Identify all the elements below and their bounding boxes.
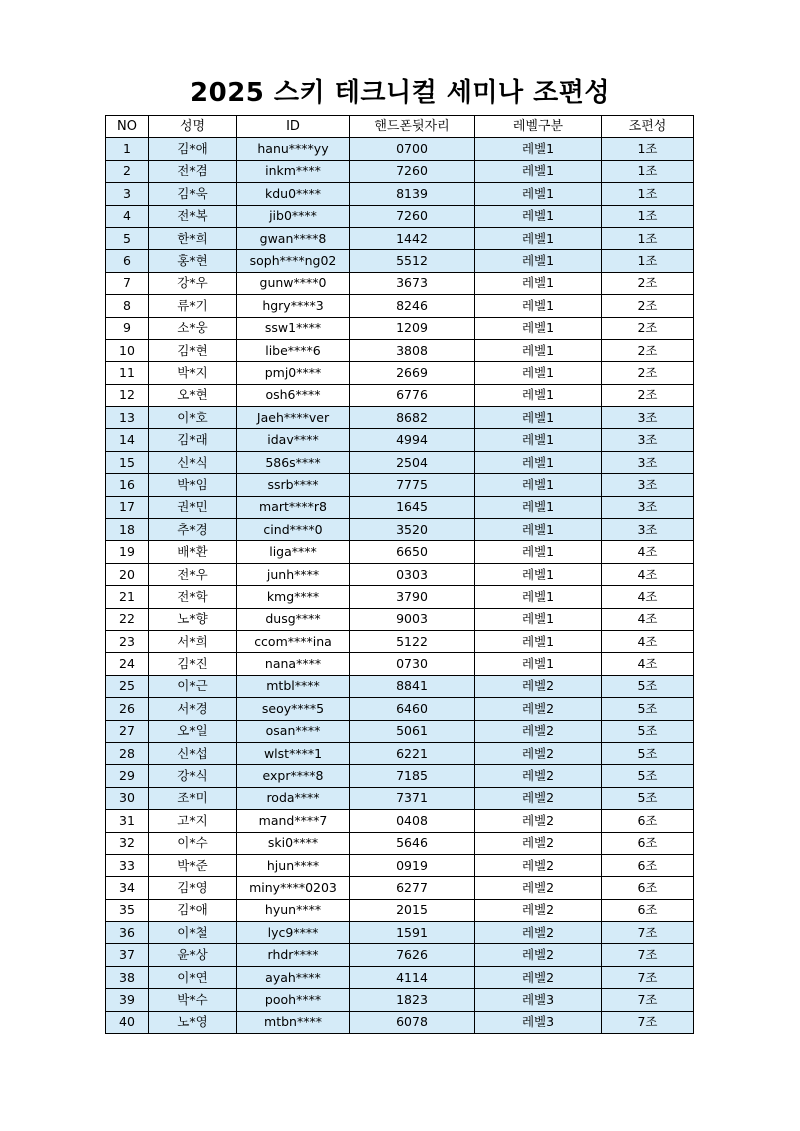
- cell-no: 34: [106, 877, 149, 899]
- cell-group: 3조: [602, 519, 694, 541]
- cell-group: 5조: [602, 787, 694, 809]
- cell-no: 32: [106, 832, 149, 854]
- cell-id: roda****: [237, 787, 350, 809]
- cell-group: 1조: [602, 227, 694, 249]
- cell-name: 류*기: [149, 295, 237, 317]
- table-row: [106, 541, 694, 563]
- cell-id: liga****: [237, 541, 350, 563]
- cell-level: 레벨2: [475, 854, 602, 876]
- table-row: [106, 474, 694, 496]
- cell-name: 김*진: [149, 653, 237, 675]
- cell-no: 19: [106, 541, 149, 563]
- table-row: [106, 899, 694, 921]
- cell-no: 1: [106, 138, 149, 160]
- cell-group: 3조: [602, 474, 694, 496]
- cell-id: kmg****: [237, 586, 350, 608]
- cell-id: osan****: [237, 720, 350, 742]
- cell-group: 7조: [602, 944, 694, 966]
- cell-level: 레벨1: [475, 160, 602, 182]
- table-row: [106, 384, 694, 406]
- cell-phone-last-digits: 1591: [350, 922, 475, 944]
- cell-level: 레벨1: [475, 205, 602, 227]
- header-phone-last-digits: 핸드폰뒷자리: [350, 116, 475, 138]
- cell-name: 김*현: [149, 339, 237, 361]
- table-row: [106, 339, 694, 361]
- cell-phone-last-digits: 7260: [350, 160, 475, 182]
- table-row: [106, 787, 694, 809]
- cell-name: 노*영: [149, 1011, 237, 1033]
- cell-group: 6조: [602, 877, 694, 899]
- cell-id: junh****: [237, 563, 350, 585]
- cell-name: 박*준: [149, 854, 237, 876]
- cell-phone-last-digits: 4114: [350, 966, 475, 988]
- cell-level: 레벨1: [475, 295, 602, 317]
- cell-phone-last-digits: 5646: [350, 832, 475, 854]
- table-row: [106, 698, 694, 720]
- cell-group: 5조: [602, 720, 694, 742]
- cell-no: 5: [106, 227, 149, 249]
- cell-group: 2조: [602, 317, 694, 339]
- table-header-row: [106, 116, 694, 138]
- cell-no: 7: [106, 272, 149, 294]
- cell-id: seoy****5: [237, 698, 350, 720]
- cell-level: 레벨1: [475, 227, 602, 249]
- cell-group: 1조: [602, 138, 694, 160]
- table-row: [106, 922, 694, 944]
- table-row: [106, 630, 694, 652]
- cell-id: gunw****0: [237, 272, 350, 294]
- cell-phone-last-digits: 9003: [350, 608, 475, 630]
- cell-no: 38: [106, 966, 149, 988]
- cell-group: 4조: [602, 586, 694, 608]
- table-row: [106, 138, 694, 160]
- cell-name: 권*민: [149, 496, 237, 518]
- table-row: [106, 720, 694, 742]
- cell-no: 15: [106, 451, 149, 473]
- cell-no: 37: [106, 944, 149, 966]
- cell-phone-last-digits: 8682: [350, 407, 475, 429]
- cell-level: 레벨2: [475, 742, 602, 764]
- cell-group: 2조: [602, 295, 694, 317]
- cell-phone-last-digits: 5061: [350, 720, 475, 742]
- cell-level: 레벨2: [475, 787, 602, 809]
- table-row: [106, 451, 694, 473]
- table-row: [106, 160, 694, 182]
- cell-name: 강*식: [149, 765, 237, 787]
- table-row: [106, 810, 694, 832]
- table-row: [106, 362, 694, 384]
- cell-phone-last-digits: 7260: [350, 205, 475, 227]
- cell-phone-last-digits: 2669: [350, 362, 475, 384]
- cell-phone-last-digits: 3808: [350, 339, 475, 361]
- cell-name: 소*웅: [149, 317, 237, 339]
- table-row: [106, 832, 694, 854]
- cell-id: ccom****ina: [237, 630, 350, 652]
- cell-phone-last-digits: 0303: [350, 563, 475, 585]
- cell-name: 노*향: [149, 608, 237, 630]
- cell-phone-last-digits: 2015: [350, 899, 475, 921]
- cell-level: 레벨1: [475, 451, 602, 473]
- cell-phone-last-digits: 7775: [350, 474, 475, 496]
- cell-level: 레벨1: [475, 384, 602, 406]
- table-row: [106, 854, 694, 876]
- cell-phone-last-digits: 6460: [350, 698, 475, 720]
- cell-no: 2: [106, 160, 149, 182]
- cell-group: 5조: [602, 675, 694, 697]
- cell-no: 22: [106, 608, 149, 630]
- cell-id: 586s****: [237, 451, 350, 473]
- cell-group: 5조: [602, 698, 694, 720]
- cell-level: 레벨2: [475, 765, 602, 787]
- cell-id: inkm****: [237, 160, 350, 182]
- table-row: [106, 989, 694, 1011]
- cell-group: 3조: [602, 407, 694, 429]
- cell-no: 13: [106, 407, 149, 429]
- cell-group: 2조: [602, 339, 694, 361]
- cell-id: pmj0****: [237, 362, 350, 384]
- cell-level: 레벨2: [475, 720, 602, 742]
- cell-name: 윤*상: [149, 944, 237, 966]
- cell-no: 11: [106, 362, 149, 384]
- cell-id: gwan****8: [237, 227, 350, 249]
- cell-name: 오*일: [149, 720, 237, 742]
- cell-group: 2조: [602, 272, 694, 294]
- cell-group: 4조: [602, 563, 694, 585]
- cell-group: 4조: [602, 608, 694, 630]
- cell-id: hanu****yy: [237, 138, 350, 160]
- cell-level: 레벨2: [475, 675, 602, 697]
- cell-group: 3조: [602, 429, 694, 451]
- cell-no: 12: [106, 384, 149, 406]
- table-row: [106, 407, 694, 429]
- page-title: 2025 스키 테크니컬 세미나 조편성: [190, 78, 610, 108]
- cell-group: 7조: [602, 922, 694, 944]
- cell-group: 4조: [602, 630, 694, 652]
- cell-name: 이*연: [149, 966, 237, 988]
- cell-id: mand****7: [237, 810, 350, 832]
- table-row: [106, 586, 694, 608]
- cell-name: 오*현: [149, 384, 237, 406]
- cell-phone-last-digits: 1209: [350, 317, 475, 339]
- cell-name: 이*근: [149, 675, 237, 697]
- table-row: [106, 519, 694, 541]
- cell-phone-last-digits: 0730: [350, 653, 475, 675]
- table-row: [106, 944, 694, 966]
- cell-level: 레벨2: [475, 698, 602, 720]
- cell-level: 레벨1: [475, 630, 602, 652]
- cell-id: ssw1****: [237, 317, 350, 339]
- cell-level: 레벨1: [475, 183, 602, 205]
- cell-no: 8: [106, 295, 149, 317]
- table-row: [106, 429, 694, 451]
- cell-id: dusg****: [237, 608, 350, 630]
- table-row: [106, 295, 694, 317]
- cell-no: 6: [106, 250, 149, 272]
- cell-level: 레벨3: [475, 989, 602, 1011]
- cell-no: 40: [106, 1011, 149, 1033]
- cell-name: 배*환: [149, 541, 237, 563]
- cell-no: 24: [106, 653, 149, 675]
- cell-phone-last-digits: 6277: [350, 877, 475, 899]
- cell-phone-last-digits: 8841: [350, 675, 475, 697]
- header-no: NO: [106, 116, 149, 138]
- cell-id: wlst****1: [237, 742, 350, 764]
- cell-phone-last-digits: 0919: [350, 854, 475, 876]
- cell-no: 23: [106, 630, 149, 652]
- table-row: [106, 765, 694, 787]
- header-name: 성명: [149, 116, 237, 138]
- cell-level: 레벨1: [475, 474, 602, 496]
- cell-id: cind****0: [237, 519, 350, 541]
- cell-id: mart****r8: [237, 496, 350, 518]
- cell-id: kdu0****: [237, 183, 350, 205]
- table-row: [106, 877, 694, 899]
- header-id: ID: [237, 116, 350, 138]
- cell-no: 3: [106, 183, 149, 205]
- cell-phone-last-digits: 2504: [350, 451, 475, 473]
- cell-no: 25: [106, 675, 149, 697]
- cell-no: 18: [106, 519, 149, 541]
- cell-name: 김*영: [149, 877, 237, 899]
- cell-name: 박*수: [149, 989, 237, 1011]
- table-row: [106, 317, 694, 339]
- cell-phone-last-digits: 1645: [350, 496, 475, 518]
- cell-group: 6조: [602, 832, 694, 854]
- cell-level: 레벨2: [475, 877, 602, 899]
- cell-id: miny****0203: [237, 877, 350, 899]
- cell-name: 이*수: [149, 832, 237, 854]
- cell-no: 16: [106, 474, 149, 496]
- cell-phone-last-digits: 5512: [350, 250, 475, 272]
- cell-id: ski0****: [237, 832, 350, 854]
- cell-no: 9: [106, 317, 149, 339]
- cell-no: 33: [106, 854, 149, 876]
- cell-phone-last-digits: 3673: [350, 272, 475, 294]
- cell-phone-last-digits: 8139: [350, 183, 475, 205]
- cell-name: 이*철: [149, 922, 237, 944]
- cell-level: 레벨1: [475, 496, 602, 518]
- table-row: [106, 272, 694, 294]
- cell-group: 2조: [602, 384, 694, 406]
- cell-id: ayah****: [237, 966, 350, 988]
- cell-name: 한*희: [149, 227, 237, 249]
- cell-no: 35: [106, 899, 149, 921]
- cell-level: 레벨1: [475, 586, 602, 608]
- cell-no: 14: [106, 429, 149, 451]
- cell-phone-last-digits: 6650: [350, 541, 475, 563]
- cell-name: 고*지: [149, 810, 237, 832]
- cell-level: 레벨2: [475, 899, 602, 921]
- cell-group: 7조: [602, 989, 694, 1011]
- cell-group: 3조: [602, 496, 694, 518]
- cell-no: 29: [106, 765, 149, 787]
- cell-phone-last-digits: 5122: [350, 630, 475, 652]
- cell-phone-last-digits: 7626: [350, 944, 475, 966]
- cell-id: mtbn****: [237, 1011, 350, 1033]
- cell-level: 레벨1: [475, 608, 602, 630]
- cell-phone-last-digits: 8246: [350, 295, 475, 317]
- cell-name: 전*겸: [149, 160, 237, 182]
- table-row: [106, 227, 694, 249]
- cell-name: 서*경: [149, 698, 237, 720]
- cell-id: mtbl****: [237, 675, 350, 697]
- header-level: 레벨구분: [475, 116, 602, 138]
- cell-no: 10: [106, 339, 149, 361]
- cell-group: 7조: [602, 966, 694, 988]
- cell-phone-last-digits: 6078: [350, 1011, 475, 1033]
- cell-phone-last-digits: 3520: [350, 519, 475, 541]
- cell-name: 박*임: [149, 474, 237, 496]
- cell-id: jib0****: [237, 205, 350, 227]
- cell-name: 신*섭: [149, 742, 237, 764]
- cell-phone-last-digits: 0408: [350, 810, 475, 832]
- cell-id: soph****ng02: [237, 250, 350, 272]
- cell-no: 39: [106, 989, 149, 1011]
- cell-id: lyc9****: [237, 922, 350, 944]
- table-row: [106, 1011, 694, 1033]
- cell-level: 레벨1: [475, 250, 602, 272]
- cell-name: 이*호: [149, 407, 237, 429]
- cell-name: 전*복: [149, 205, 237, 227]
- cell-phone-last-digits: 6776: [350, 384, 475, 406]
- cell-id: rhdr****: [237, 944, 350, 966]
- cell-level: 레벨1: [475, 362, 602, 384]
- table-row: [106, 966, 694, 988]
- cell-level: 레벨2: [475, 810, 602, 832]
- table-row: [106, 205, 694, 227]
- cell-id: hjun****: [237, 854, 350, 876]
- cell-group: 5조: [602, 742, 694, 764]
- cell-phone-last-digits: 7371: [350, 787, 475, 809]
- cell-level: 레벨1: [475, 407, 602, 429]
- cell-group: 6조: [602, 899, 694, 921]
- cell-level: 레벨1: [475, 272, 602, 294]
- cell-phone-last-digits: 4994: [350, 429, 475, 451]
- cell-group: 1조: [602, 160, 694, 182]
- cell-id: Jaeh****ver: [237, 407, 350, 429]
- cell-no: 27: [106, 720, 149, 742]
- cell-name: 신*식: [149, 451, 237, 473]
- cell-level: 레벨1: [475, 541, 602, 563]
- cell-no: 26: [106, 698, 149, 720]
- table-row: [106, 563, 694, 585]
- cell-id: pooh****: [237, 989, 350, 1011]
- group-roster-table: [105, 115, 694, 1034]
- cell-no: 30: [106, 787, 149, 809]
- cell-phone-last-digits: 6221: [350, 742, 475, 764]
- cell-phone-last-digits: 1823: [350, 989, 475, 1011]
- cell-phone-last-digits: 7185: [350, 765, 475, 787]
- table-row: [106, 608, 694, 630]
- cell-level: 레벨1: [475, 519, 602, 541]
- cell-id: hgry****3: [237, 295, 350, 317]
- cell-name: 김*래: [149, 429, 237, 451]
- cell-group: 6조: [602, 854, 694, 876]
- cell-no: 36: [106, 922, 149, 944]
- cell-id: nana****: [237, 653, 350, 675]
- cell-no: 21: [106, 586, 149, 608]
- cell-level: 레벨1: [475, 339, 602, 361]
- cell-id: expr****8: [237, 765, 350, 787]
- cell-no: 4: [106, 205, 149, 227]
- cell-name: 김*욱: [149, 183, 237, 205]
- table-row: [106, 250, 694, 272]
- cell-group: 6조: [602, 810, 694, 832]
- cell-group: 7조: [602, 1011, 694, 1033]
- header-group: 조편성: [602, 116, 694, 138]
- cell-name: 추*경: [149, 519, 237, 541]
- table-row: [106, 653, 694, 675]
- table-row: [106, 742, 694, 764]
- cell-level: 레벨3: [475, 1011, 602, 1033]
- cell-name: 전*학: [149, 586, 237, 608]
- cell-group: 4조: [602, 541, 694, 563]
- cell-id: ssrb****: [237, 474, 350, 496]
- cell-phone-last-digits: 1442: [350, 227, 475, 249]
- table-row: [106, 183, 694, 205]
- cell-level: 레벨2: [475, 922, 602, 944]
- cell-level: 레벨1: [475, 429, 602, 451]
- cell-id: idav****: [237, 429, 350, 451]
- cell-name: 조*미: [149, 787, 237, 809]
- cell-name: 김*애: [149, 899, 237, 921]
- cell-group: 5조: [602, 765, 694, 787]
- cell-group: 1조: [602, 205, 694, 227]
- cell-no: 28: [106, 742, 149, 764]
- table-row: [106, 496, 694, 518]
- cell-phone-last-digits: 0700: [350, 138, 475, 160]
- cell-group: 1조: [602, 250, 694, 272]
- table-body: [106, 138, 694, 1034]
- cell-level: 레벨2: [475, 966, 602, 988]
- cell-group: 4조: [602, 653, 694, 675]
- cell-id: hyun****: [237, 899, 350, 921]
- cell-level: 레벨1: [475, 563, 602, 585]
- table-row: [106, 675, 694, 697]
- cell-name: 박*지: [149, 362, 237, 384]
- cell-name: 홍*현: [149, 250, 237, 272]
- cell-group: 1조: [602, 183, 694, 205]
- cell-name: 김*애: [149, 138, 237, 160]
- cell-level: 레벨2: [475, 832, 602, 854]
- cell-no: 20: [106, 563, 149, 585]
- cell-phone-last-digits: 3790: [350, 586, 475, 608]
- cell-group: 3조: [602, 451, 694, 473]
- cell-name: 서*희: [149, 630, 237, 652]
- cell-id: libe****6: [237, 339, 350, 361]
- cell-level: 레벨1: [475, 317, 602, 339]
- cell-level: 레벨1: [475, 653, 602, 675]
- cell-level: 레벨2: [475, 944, 602, 966]
- cell-level: 레벨1: [475, 138, 602, 160]
- cell-id: osh6****: [237, 384, 350, 406]
- cell-group: 2조: [602, 362, 694, 384]
- cell-no: 31: [106, 810, 149, 832]
- cell-name: 강*우: [149, 272, 237, 294]
- cell-name: 전*우: [149, 563, 237, 585]
- cell-no: 17: [106, 496, 149, 518]
